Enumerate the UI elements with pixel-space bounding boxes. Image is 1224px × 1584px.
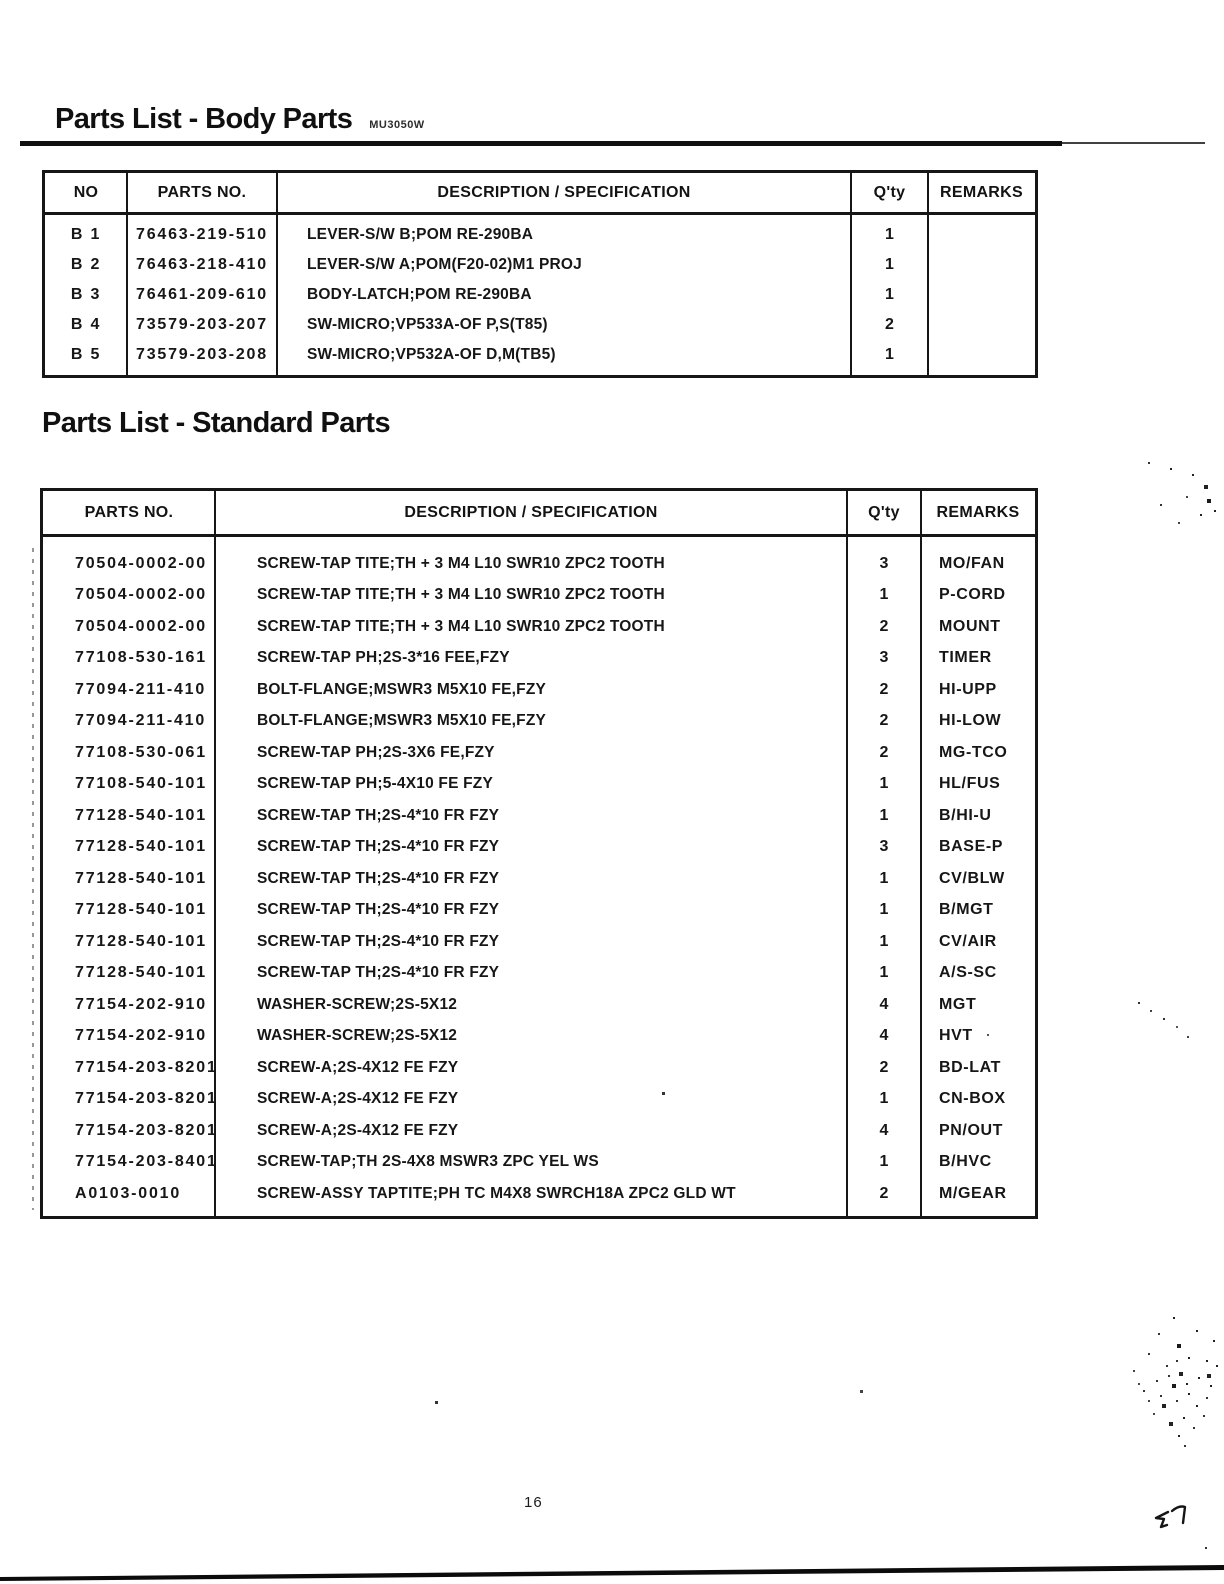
cell-description: SCREW-TAP PH;2S-3X6 FE,FZY	[257, 743, 495, 761]
cell-remarks: MOUNT	[939, 617, 1001, 635]
table-row	[43, 1115, 1035, 1147]
model-code: MU3050W	[369, 119, 425, 131]
scan-speckle	[435, 1401, 438, 1404]
cell-parts-no: 77108-540-101	[75, 775, 207, 793]
cell-description: SCREW-TAP TITE;TH + 3 M4 L10 SWR10 ZPC2 TOOTH	[257, 586, 665, 604]
table-row	[43, 800, 1035, 832]
cell-description: SCREW-TAP;TH 2S-4X8 MSWR3 ZPC YEL WS	[257, 1153, 599, 1171]
cell-qty: 1	[879, 869, 889, 887]
header-parts-no: PARTS NO.	[157, 183, 247, 201]
header-no: NO	[73, 183, 99, 201]
table-row	[43, 737, 1035, 769]
cell-parts-no: 76461-209-610	[136, 286, 268, 303]
body-parts-table	[42, 170, 1038, 378]
cell-qty: 1	[879, 964, 889, 982]
standard-parts-table	[40, 488, 1038, 1219]
cell-qty: 3	[879, 649, 889, 667]
cell-parts-no: 73579-203-208	[136, 346, 268, 363]
cell-parts-no: 77154-203-8201	[75, 1121, 218, 1139]
header-parts-no: PARTS NO.	[84, 503, 174, 521]
cell-qty: 1	[879, 586, 889, 604]
cell-parts-no: 77094-211-410	[75, 712, 207, 730]
cell-parts-no: 77154-203-8201	[75, 1090, 218, 1108]
scan-speckle-cluster	[1118, 1305, 1120, 1307]
cell-parts-no: A0103-0010	[75, 1184, 182, 1202]
cell-parts-no: 77128-540-101	[75, 869, 207, 887]
cell-description: WASHER-SCREW;2S-5X12	[257, 995, 458, 1013]
cell-qty: 2	[879, 1184, 889, 1202]
title-underline	[20, 141, 1062, 146]
cell-remarks: HI-LOW	[939, 712, 1002, 730]
cell-description: BODY-LATCH;POM RE-290BA	[307, 286, 532, 303]
cell-parts-no: 77128-540-101	[75, 964, 207, 982]
cell-qty: 1	[885, 346, 894, 363]
scan-speckle-cluster	[1135, 998, 1137, 1000]
cell-description: SCREW-TAP TH;2S-4*10 FR FZY	[257, 932, 500, 950]
scan-speckle	[662, 1092, 665, 1095]
cell-description: SCREW-TAP TH;2S-4*10 FR FZY	[257, 806, 500, 824]
table-row	[43, 1052, 1035, 1084]
table-row	[43, 1178, 1035, 1210]
table-row	[45, 280, 1035, 310]
cell-remarks: MGT	[939, 995, 977, 1013]
cell-description: LEVER-S/W A;POM(F20-02)M1 PROJ	[307, 256, 582, 273]
cell-remarks: HVT	[939, 1027, 973, 1045]
body-parts-title: Parts List - Body Parts	[55, 103, 353, 135]
header-remarks: REMARKS	[936, 503, 1020, 521]
table-row	[43, 580, 1035, 612]
cell-parts-no: 77128-540-101	[75, 901, 207, 919]
cell-parts-no: 73579-203-207	[136, 316, 268, 333]
cell-remarks: B/HI-U	[939, 806, 992, 824]
scan-speckle	[987, 1034, 989, 1036]
cell-remarks: M/GEAR	[939, 1184, 1007, 1202]
cell-description: SCREW-TAP TH;2S-4*10 FR FZY	[257, 869, 500, 887]
cell-qty: 2	[879, 712, 889, 730]
cell-no: B 3	[70, 286, 102, 303]
cell-description: SCREW-A;2S-4X12 FE FZY	[257, 1058, 459, 1076]
cell-qty: 4	[879, 995, 889, 1013]
table-row	[43, 832, 1035, 864]
header-qty: Q'ty	[873, 183, 906, 201]
header-description: DESCRIPTION / SPECIFICATION	[437, 183, 691, 201]
cell-parts-no: 76463-218-410	[136, 256, 268, 273]
table-row	[43, 548, 1035, 580]
cell-qty: 2	[879, 743, 889, 761]
scan-edge-artifact	[0, 1556, 1224, 1584]
table-row	[43, 643, 1035, 675]
cell-description: SCREW-TAP TH;2S-4*10 FR FZY	[257, 901, 500, 919]
cell-parts-no: 70504-0002-00	[75, 617, 207, 635]
cell-description: SCREW-A;2S-4X12 FE FZY	[257, 1090, 459, 1108]
header-remarks: REMARKS	[940, 183, 1023, 201]
cell-remarks: BASE-P	[939, 838, 1004, 856]
cell-qty: 1	[879, 775, 889, 793]
cell-parts-no: 77128-540-101	[75, 932, 207, 950]
cell-remarks: BD-LAT	[939, 1058, 1001, 1076]
cell-parts-no: 77128-540-101	[75, 806, 207, 824]
cell-remarks: B/MGT	[939, 901, 994, 919]
cell-remarks: TIMER	[939, 649, 992, 667]
cell-no: B 1	[70, 226, 102, 243]
cell-qty: 3	[879, 838, 889, 856]
standard-parts-title-row	[42, 407, 390, 440]
cell-description: SCREW-TAP PH;5-4X10 FE FZY	[257, 775, 493, 793]
cell-remarks: HL/FUS	[939, 775, 1001, 793]
table-row	[45, 250, 1035, 280]
cell-qty: 1	[879, 901, 889, 919]
cell-qty: 1	[885, 286, 894, 303]
table-row	[43, 674, 1035, 706]
cell-no: B 2	[70, 256, 102, 273]
standard-parts-title: Parts List - Standard Parts	[42, 407, 391, 439]
cell-qty: 1	[885, 226, 894, 243]
table-row	[43, 1147, 1035, 1179]
cell-qty: 1	[879, 806, 889, 824]
header-qty: Q'ty	[868, 503, 900, 521]
cell-description: SW-MICRO;VP533A-OF P,S(T85)	[307, 316, 548, 333]
table-row	[43, 769, 1035, 801]
page-number: 16	[524, 1494, 543, 1511]
table-body	[43, 537, 1035, 1216]
cell-remarks: MG-TCO	[939, 743, 1008, 761]
table-row	[43, 926, 1035, 958]
cell-qty: 1	[879, 1090, 889, 1108]
cell-description: SW-MICRO;VP532A-OF D,M(TB5)	[307, 346, 556, 363]
scan-line-artifact	[32, 548, 34, 1210]
cell-description: BOLT-FLANGE;MSWR3 M5X10 FE,FZY	[257, 712, 547, 730]
cell-description: WASHER-SCREW;2S-5X12	[257, 1027, 458, 1045]
cell-remarks: A/S-SC	[939, 964, 997, 982]
body-parts-title-row	[55, 103, 425, 136]
cell-qty: 3	[879, 554, 889, 572]
cell-parts-no: 77094-211-410	[75, 680, 207, 698]
scan-speckle-cluster	[1130, 452, 1132, 454]
cell-description: SCREW-TAP PH;2S-3*16 FEE,FZY	[257, 649, 510, 667]
cell-remarks: MO/FAN	[939, 554, 1005, 572]
cell-parts-no: 77108-530-061	[75, 743, 207, 761]
cell-description: SCREW-TAP TH;2S-4*10 FR FZY	[257, 964, 500, 982]
cell-qty: 1	[885, 256, 894, 273]
table-row	[45, 220, 1035, 250]
cell-no: B 5	[70, 346, 102, 363]
header-description: DESCRIPTION / SPECIFICATION	[404, 503, 658, 521]
cell-qty: 2	[879, 1058, 889, 1076]
table-row	[43, 958, 1035, 990]
cell-remarks: CV/BLW	[939, 869, 1005, 887]
cell-description: SCREW-TAP TITE;TH + 3 M4 L10 SWR10 ZPC2 TOOTH	[257, 554, 665, 572]
cell-remarks: CV/AIR	[939, 932, 997, 950]
cell-parts-no: 76463-219-510	[136, 226, 268, 243]
table-row	[43, 706, 1035, 738]
scan-speckle	[1205, 1547, 1207, 1549]
table-row	[43, 1084, 1035, 1116]
cell-qty: 4	[879, 1121, 889, 1139]
handwritten-mark	[1150, 1500, 1194, 1540]
cell-qty: 2	[885, 316, 894, 333]
cell-no: B 4	[70, 316, 102, 333]
table-header-row	[43, 491, 1035, 537]
cell-parts-no: 77154-203-8401	[75, 1153, 218, 1171]
cell-parts-no: 77154-202-910	[75, 995, 207, 1013]
cell-description: SCREW-ASSY TAPTITE;PH TC M4X8 SWRCH18A ZPC2 GLD WT	[257, 1184, 736, 1202]
cell-parts-no: 77128-540-101	[75, 838, 207, 856]
cell-description: SCREW-TAP TITE;TH + 3 M4 L10 SWR10 ZPC2 TOOTH	[257, 617, 665, 635]
cell-qty: 1	[879, 932, 889, 950]
title-underline-extension	[1062, 142, 1205, 144]
cell-parts-no: 77108-530-161	[75, 649, 207, 667]
cell-remarks: B/HVC	[939, 1153, 992, 1171]
cell-parts-no: 77154-203-8201	[75, 1058, 218, 1076]
cell-parts-no: 70504-0002-00	[75, 554, 207, 572]
cell-qty: 2	[879, 617, 889, 635]
cell-qty: 2	[879, 680, 889, 698]
table-row	[45, 310, 1035, 340]
table-row	[43, 611, 1035, 643]
cell-parts-no: 77154-202-910	[75, 1027, 207, 1045]
cell-qty: 1	[879, 1153, 889, 1171]
cell-remarks: PN/OUT	[939, 1121, 1004, 1139]
scan-speckle	[860, 1390, 863, 1393]
table-body	[45, 215, 1035, 375]
table-row	[43, 895, 1035, 927]
cell-description: SCREW-TAP TH;2S-4*10 FR FZY	[257, 838, 500, 856]
table-row	[45, 340, 1035, 370]
cell-qty: 4	[879, 1027, 889, 1045]
cell-description: SCREW-A;2S-4X12 FE FZY	[257, 1121, 459, 1139]
table-row	[43, 989, 1035, 1021]
cell-remarks: P-CORD	[939, 586, 1006, 604]
table-row	[43, 863, 1035, 895]
cell-description: BOLT-FLANGE;MSWR3 M5X10 FE,FZY	[257, 680, 547, 698]
table-header-row	[45, 173, 1035, 215]
cell-remarks: HI-UPP	[939, 680, 997, 698]
cell-parts-no: 70504-0002-00	[75, 586, 207, 604]
table-row	[43, 1021, 1035, 1053]
cell-remarks: CN-BOX	[939, 1090, 1006, 1108]
cell-description: LEVER-S/W B;POM RE-290BA	[307, 226, 534, 243]
